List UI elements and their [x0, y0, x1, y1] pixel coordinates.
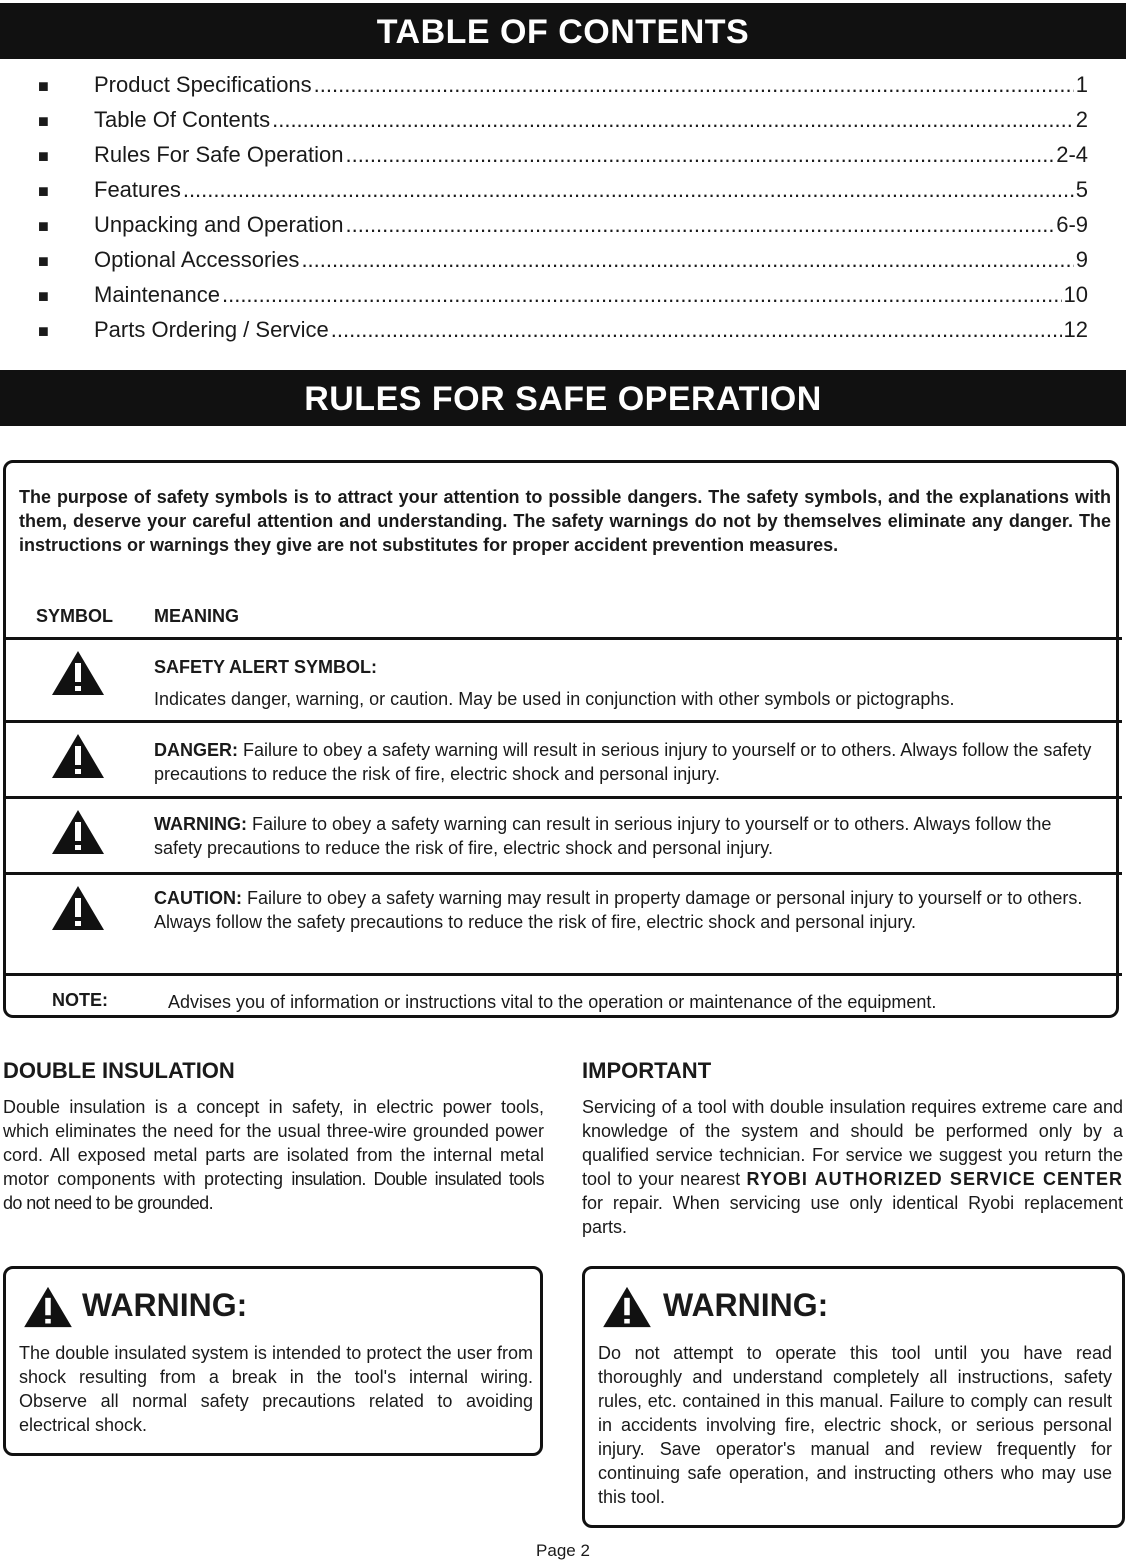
toc-item: [38, 72, 1088, 107]
bullet-square-icon: ■: [38, 321, 49, 341]
divider: [6, 720, 1122, 723]
double-insulation-title: DOUBLE INSULATION: [3, 1058, 235, 1083]
toc-item-page: 10: [1063, 282, 1088, 307]
safety-alert-text: Indicates danger, warning, or caution. May be used in conjunction with other symbols or pictographs.: [154, 689, 955, 709]
toc-leader: [346, 212, 1055, 238]
toc-item-page: 5: [1075, 177, 1088, 202]
toc-leader: [331, 317, 1062, 343]
toc-item-label: Product Specifications: [94, 72, 312, 97]
toc-item-label: Parts Ordering / Service: [94, 317, 329, 342]
safety-intro: The purpose of safety symbols is to attract your attention to possible dangers. The safety symbols, and the explanations with them, deserve your careful attention and understanding. The safety warnings do not by themselves eliminate any danger. The instructions or warnings they give are not substitutes for proper accident prevention measures.: [19, 487, 1111, 555]
meaning-column-header: MEANING: [154, 606, 239, 626]
toc-leader: [272, 107, 1074, 133]
toc-item-label: Optional Accessories: [94, 247, 300, 272]
warning-box-left: [3, 1266, 543, 1456]
bullet-square-icon: ■: [38, 76, 49, 96]
warning-definition: [154, 812, 1094, 860]
toc-item-page: 1: [1075, 72, 1088, 97]
toc-item: [38, 212, 1088, 247]
bullet-square-icon: ■: [38, 216, 49, 236]
important-text-before: Servicing of a tool with double insulation requires extreme care and knowledge of the system and should be performed only by a qualified service technician. For service we suggest you return the tool to your nearest: [582, 1097, 1123, 1189]
note-text: Advises you of information or instructions vital to the operation or maintenance of the equipment.: [168, 992, 937, 1012]
toc-item-page: 2: [1075, 107, 1088, 132]
toc-leader: [301, 247, 1073, 273]
warning-text: Failure to obey a safety warning can result in serious injury to yourself or to others. Always follow the safety precautions to reduce the risk of fire, electric shock and personal injury.: [154, 814, 1052, 858]
service-center-name: RYOBI AUTHORIZED SERVICE CENTER: [746, 1169, 1123, 1189]
safety-alert-title: SAFETY ALERT SYMBOL:: [154, 657, 378, 677]
double-insulation-last-line: insulation. Double insulated tools do not need to be grounded.: [3, 1169, 544, 1213]
important-text-after: for repair. When servicing use only identical Ryobi replacement parts.: [582, 1193, 1123, 1237]
toc-item: [38, 142, 1088, 177]
warning-text: The double insulated system is intended to protect the user from shock resulting from a break in the tool's internal wiring. Observe all normal safety precautions related to avoiding electrical shock.: [19, 1343, 533, 1435]
bullet-square-icon: ■: [38, 111, 49, 131]
divider: [6, 973, 1122, 976]
warning-title: WARNING:: [663, 1287, 829, 1323]
bullet-square-icon: ■: [38, 146, 49, 166]
toc-item-label: Unpacking and Operation: [94, 212, 344, 237]
danger-label: DANGER:: [154, 740, 238, 760]
warning-label: WARNING:: [154, 814, 247, 834]
toc-item-page: 2-4: [1056, 142, 1088, 167]
rules-title: RULES FOR SAFE OPERATION: [0, 370, 1126, 426]
double-insulation-text: [3, 1095, 544, 1215]
toc-leader: [183, 177, 1074, 203]
warning-alert-icon: [601, 1285, 653, 1329]
warning-box-right: [582, 1266, 1125, 1528]
safety-symbols-box: [3, 460, 1119, 1018]
double-insulation-body: Double insulation is a concept in safety, in electric power tools, which eliminates the need for the usual three-wire grounded power cord. All exposed metal parts are isolated from the internal metal motor components with protecting: [3, 1097, 544, 1189]
toc-item: [38, 282, 1088, 317]
toc-item: [38, 177, 1088, 212]
toc-item: [38, 317, 1088, 352]
toc-item-page: 9: [1075, 247, 1088, 272]
bullet-square-icon: ■: [38, 181, 49, 201]
danger-text: Failure to obey a safety warning will result in serious injury to yourself or to others. Always follow the safety precautions to reduce the risk of fire, electric shock and personal injury.: [154, 740, 1092, 784]
safety-alert-icon: [50, 649, 106, 697]
caution-alert-icon: [50, 884, 106, 932]
page-number: Page 2: [536, 1541, 590, 1560]
warning-alert-icon: [50, 808, 106, 856]
toc-item: [38, 107, 1088, 142]
divider: [6, 872, 1122, 875]
toc-item-label: Table Of Contents: [94, 107, 271, 132]
toc-item-label: Rules For Safe Operation: [94, 142, 344, 167]
bullet-square-icon: ■: [38, 286, 49, 306]
toc-leader: [345, 142, 1054, 168]
toc-item-page: 6-9: [1056, 212, 1088, 237]
important-title: IMPORTANT: [582, 1058, 712, 1083]
important-text: [582, 1095, 1123, 1239]
toc-item-label: Maintenance: [94, 282, 220, 307]
warning-title: WARNING:: [82, 1287, 248, 1323]
divider: [6, 637, 1122, 640]
toc-item: [38, 247, 1088, 282]
toc-list: [38, 72, 1088, 352]
divider: [6, 796, 1122, 799]
note-label: NOTE:: [52, 990, 108, 1010]
caution-text: Failure to obey a safety warning may result in property damage or personal injury to yourself or to others. Always follow the safety precautions to reduce the risk of fire, electric shock and personal injury.: [154, 888, 1083, 932]
bullet-square-icon: ■: [38, 251, 49, 271]
toc-leader: [222, 282, 1062, 308]
warning-text: Do not attempt to operate this tool until you have read thoroughly and understand completely all instructions, safety rules, etc. contained in this manual. Failure to comply can result in accidents involving fire, electric shock, or serious personal injury. Save operator's manual and review frequently for continuing safe operation, and instructing others who may use this tool.: [598, 1343, 1112, 1507]
caution-definition: [154, 886, 1094, 934]
caution-label: CAUTION:: [154, 888, 242, 908]
symbol-column-header: SYMBOL: [36, 606, 114, 626]
toc-leader: [314, 72, 1074, 98]
toc-item-page: 12: [1063, 317, 1088, 342]
danger-alert-icon: [50, 732, 106, 780]
danger-definition: [154, 738, 1094, 786]
toc-item-label: Features: [94, 177, 181, 202]
warning-alert-icon: [22, 1285, 74, 1329]
toc-title: TABLE OF CONTENTS: [0, 3, 1126, 59]
